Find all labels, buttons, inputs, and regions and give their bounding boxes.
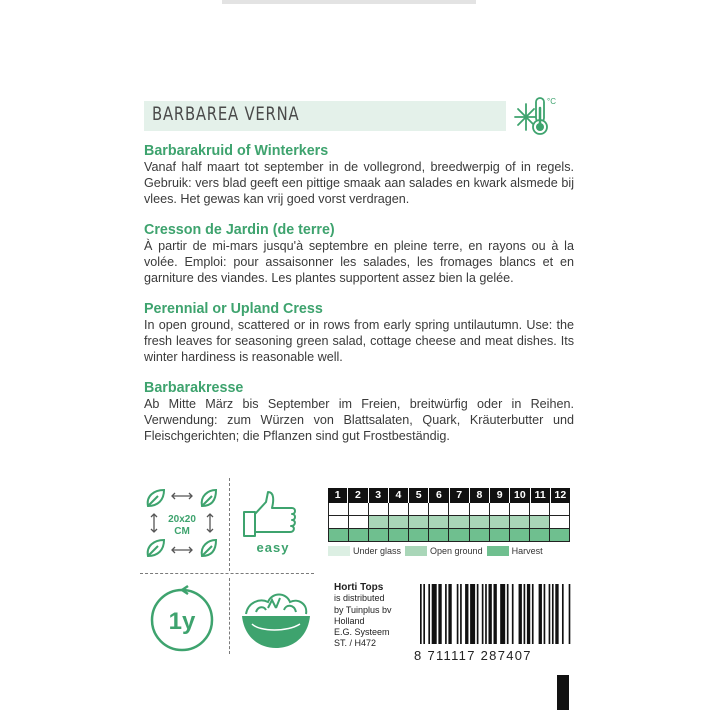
calendar-cell [349,516,369,528]
thumbs-up-icon [240,488,306,558]
calendar-cell [550,503,569,515]
barcode-bar [470,584,475,644]
calendar-cell [449,529,469,541]
section-text: À partir de mi-mars jusqu'à septembre en pleine terre, en rayons ou à la volée. Emploi: pour assaisonner les salades, les fromages blancs et en garniture des viandes. Les plantes supportent assez bien la gelée. [144,239,574,286]
calendar-cell [329,529,349,541]
calendar-cell [389,516,409,528]
barcode-bar [428,584,430,644]
calendar-grid [328,503,570,542]
calendar-cell [470,516,490,528]
calendar-cell [409,529,429,541]
barcode-bar [549,584,551,644]
celsius-label: °C [547,97,556,106]
barcode-bar [527,584,530,644]
calendar-cell [369,503,389,515]
brand-line: is distributed [334,593,385,604]
calendar-cell [530,516,550,528]
month-label: 7 [450,488,470,503]
brand-line: Holland [334,615,365,626]
plant-spacing-icon [140,484,222,564]
legend-swatch [328,546,350,556]
barcode-bar [524,584,526,644]
barcode-bar [438,584,441,644]
section-english [144,301,574,366]
calendar-cell [510,529,530,541]
month-label: 12 [554,489,567,501]
calendar-cell [429,503,449,515]
barcode-bar [460,584,462,644]
barcode [420,584,572,644]
barcode-bar [423,584,425,644]
section-text: Vanaf half maart tot september in de vollegrond, breedwerpig of in regels. Gebruik: vers blad geeft een pittige smaak aan salades en kwark alsmede bij vlees. Het gewas kan vrij goed vorst verdragen. [144,160,574,207]
barcode-bar [552,584,554,644]
calendar-cell [429,516,449,528]
section-heading: Cresson de Jardin (de terre) [144,222,335,238]
barcode-bar [485,584,487,644]
legend-label: Harvest [511,546,543,556]
calendar-cell [510,516,530,528]
spacing-label: 20x20 [168,514,196,525]
calendar-row [328,516,570,529]
calendar-cell [449,516,469,528]
barcode-bar [512,584,514,644]
barcode-bar [569,584,571,644]
calendar-cell [470,503,490,515]
calendar-row [328,529,570,542]
barcode-bar [493,584,496,644]
annual-cycle-icon [144,584,220,656]
calendar-cell [429,529,449,541]
product-title: BARBAREA VERNA [152,103,300,125]
barcode-bar [457,584,459,644]
barcode-bar [544,584,546,644]
barcode-bar [500,584,505,644]
month-label: 4 [389,488,409,503]
divider [229,478,230,571]
section-heading: Perennial or Upland Cress [144,301,323,317]
month-label: 1 [328,488,348,503]
salad-bowl-icon [238,584,314,654]
calendar-cell [490,529,510,541]
legend-label: Under glass [353,546,402,556]
calendar-cell [510,503,530,515]
calendar-cell [349,503,369,515]
brand-name: Horti Tops [334,582,384,593]
calendar-cell [369,516,389,528]
calendar-cell [369,529,389,541]
legend-swatch [405,546,427,556]
brand-line: ST. / H472 [334,638,377,649]
month-label: 9 [490,488,510,503]
month-label: 10 [510,488,530,503]
sowing-calendar [328,488,570,542]
thermometer-snowflake-icon [514,94,560,140]
calendar-cell [490,503,510,515]
calendar-cell [329,516,349,528]
barcode-bar [562,584,564,644]
calendar-cell [409,503,429,515]
month-label: 8 [470,488,490,503]
calendar-cell [530,529,550,541]
month-label: 6 [429,488,449,503]
divider [229,578,230,654]
section-text: In open ground, scattered or in rows from early spring untilautumn. Use: the fresh leaves for seasoning green salad, cottage cheese and meat dishes. Its winter hardiness is reasonable well. [144,318,574,365]
distributor-info [334,582,392,650]
barcode-digits: 8 711117 287407 [414,648,532,663]
section-heading: Barbarakresse [144,380,244,396]
calendar-cell [449,503,469,515]
section-german [144,380,574,445]
calendar-cell [550,516,569,528]
spacing-unit-label: CM [174,526,190,537]
difficulty-label: easy [256,540,290,555]
calendar-cell [329,503,349,515]
calendar-cell [470,529,490,541]
brand-line: E.G. Systeem [334,627,390,638]
calendar-cell [409,516,429,528]
barcode-bar [465,584,468,644]
section-heading: Barbarakruid of Winterkers [144,143,329,159]
calendar-legend [328,546,547,556]
calendar-row [328,503,570,516]
barcode-bar [477,584,479,644]
barcode-bar [532,584,534,644]
calendar-cell [389,503,409,515]
barcode-bar [488,584,491,644]
section-text: Ab Mitte März bis September im Freien, breitwürfig oder in Reihen. Verwendung: zum Würzen von Blattsalaten, Quark, Kräuterbutter und Fleischgerichten; die Pflanzen sind gut Frostbeständig. [144,397,574,444]
calendar-cell [349,529,369,541]
legend-swatch [487,546,509,556]
divider [140,573,314,574]
barcode-bar [507,584,509,644]
month-label: 5 [409,488,429,503]
calendar-cell [530,503,550,515]
section-dutch [144,143,574,208]
calendar-cell [490,516,510,528]
barcode-bar [555,584,558,644]
lifecycle-label: 1y [168,608,196,635]
barcode-bar [448,584,451,644]
calendar-cell [550,529,569,541]
barcode-bar [482,584,484,644]
barcode-bar [432,584,437,644]
calendar-cell [389,529,409,541]
barcode-bar [420,584,422,644]
top-edge-line [222,0,476,4]
packet-tab-marker [557,675,569,710]
barcode-bar [519,584,522,644]
calendar-month-header [328,488,570,503]
month-label: 3 [369,488,389,503]
legend-label: Open ground [430,546,483,556]
barcode-bar [539,584,542,644]
month-label: 11 [531,488,551,503]
barcode-bar [445,584,447,644]
section-french [144,222,574,287]
month-label: 2 [348,488,368,503]
brand-line: by Tuinplus bv [334,604,392,615]
